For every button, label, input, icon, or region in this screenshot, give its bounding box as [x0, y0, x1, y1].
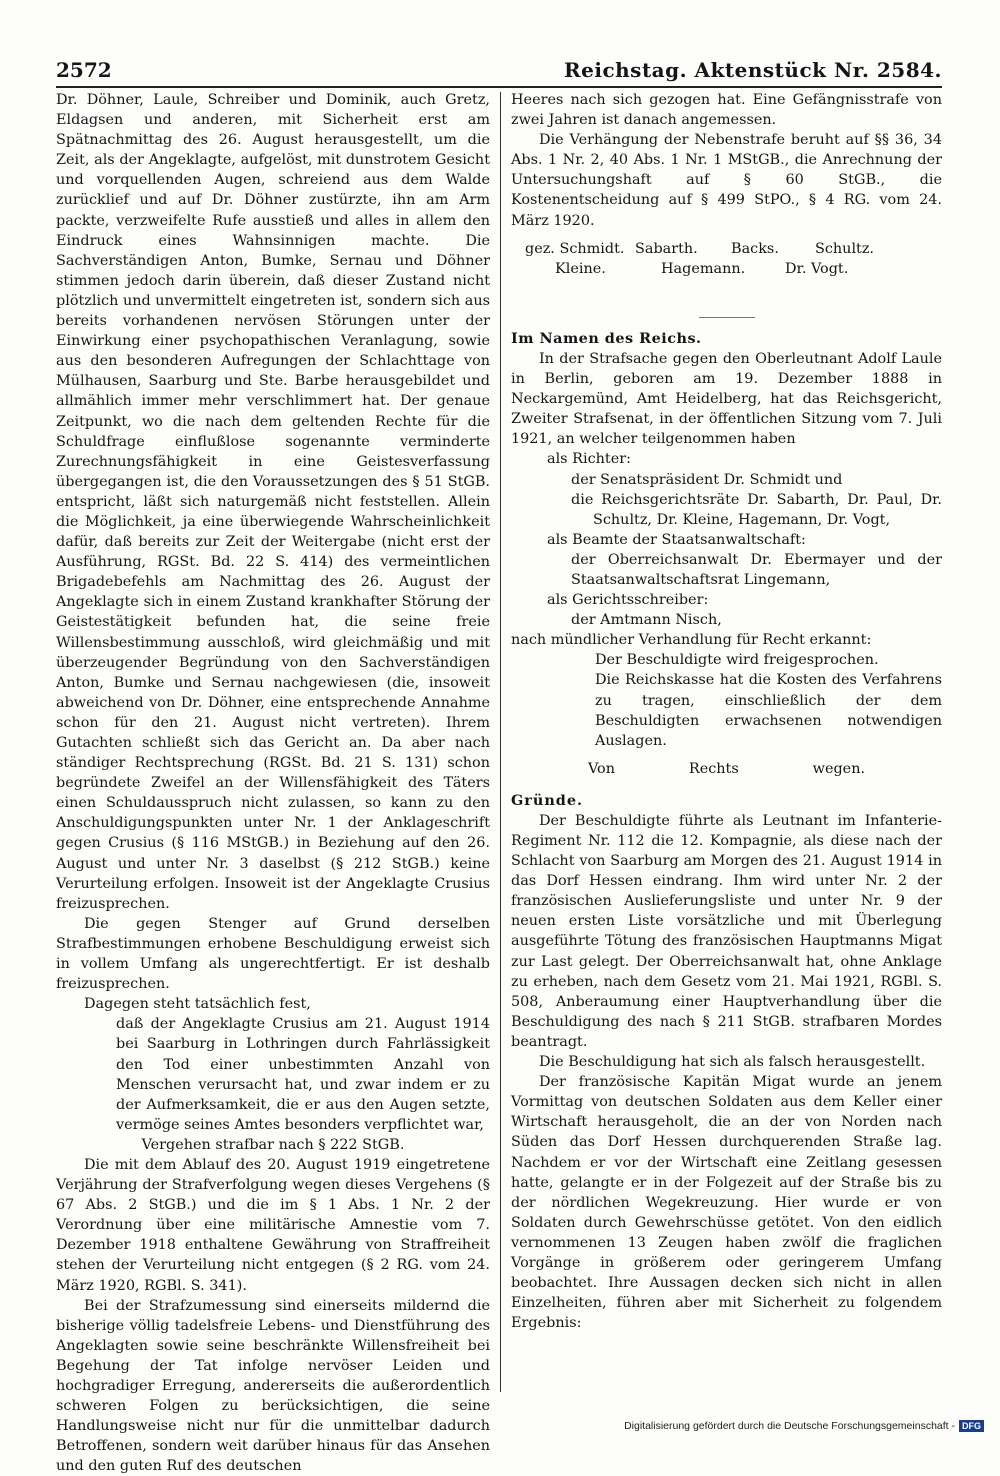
footer-text: Digitalisierung gefördert durch die Deutsche Forschungsgemeinschaft - — [624, 1420, 955, 1432]
reasons-paragraph-2: Die Beschuldigung hat sich als falsch herausgestellt. — [539, 1054, 926, 1071]
reichsgerichtsraete: die Reichsgerichtsräte Dr. Sabarth, Dr. Paul, Dr. Schultz, Dr. Kleine, Hagemann, Dr. Vogt, — [571, 491, 942, 528]
left-column — [56, 90, 490, 1475]
von-rechts-wegen — [511, 761, 942, 777]
rechts-word: Rechts — [688, 760, 739, 777]
signature: Sabarth. — [635, 240, 698, 257]
signature-block — [525, 239, 942, 279]
label-als-beamte: als Beamte der Staatsanwaltschaft: — [547, 531, 806, 548]
reasons-paragraph-1: Der Beschuldigte führte als Leutnant im Infanterie-Regiment Nr. 112 die 12. Kompagnie, als diese nach der Schlacht von Saarburg am Morgen des 21. August 1914 in das Dorf Hessen eindrang. Ihm wird unter Nr. 2 der französischen Auslieferungsliste und unter Nr. 9 der neuen ersten Liste vorsätzliche und mit Überlegung ausgeführte Tötung des französischen Hauptmanns Migat zur Last gelegt. Der Oberreichsanwalt hat, ohne Anklage zu erheben, nach dem Gesetz vom 21. Mai 1921, RGBl. S. 508, Anberaumung einer Hauptverhandlung über die Beschuldigung des nach § 211 StGB. strafbaren Mordes beantragt. — [511, 812, 942, 1050]
right-column — [511, 90, 942, 1375]
paragraph-vergehen: Vergehen strafbar nach § 222 StGB. — [141, 1136, 405, 1153]
paragraph-tatbestand: daß der Angeklagte Crusius am 21. August 1914 bei Saarburg in Lothringen durch Fahrlässigkeit den Tod einer unbestimmten Anzahl von Menschen verursacht hat, und zwar indem er zu der Aufmerksamkeit, die er aus den Augen setzte, vermöge seines Amtes besonders verpflichtet war, — [116, 1016, 490, 1133]
von-word: Von — [587, 760, 615, 777]
paragraph-verjaehrung: Die mit dem Ablauf des 20. August 1919 eingetretene Verjährung der Strafverfolgung wegen dieses Vergehens (§ 67 Abs. 2 StGB.) und die im § 1 Abs. 1 Nr. 2 der Verordnung über eine militärische Amnestie vom 7. Dezember 1918 enthaltene Gewährung von Straffreiheit stehen der Verurteilung nicht entgegen (§ 2 RG. vom 24. März 1920, RGBl. S. 341). — [56, 1156, 490, 1294]
signatures-row-2 — [525, 259, 942, 279]
reasons-heading: Gründe. — [511, 791, 584, 809]
amtmann: der Amtmann Nisch, — [571, 612, 722, 629]
paragraph-strafzumessung: Bei der Strafzumessung sind einerseits mildernd die bisherige völlig tadelsfreie Lebens- und Dienstführung des Angeklagten sowie seine beschränkte Willensfreiheit bei Begehung der Tat infolge nervöser Leiden und hochgradiger Erregung, andererseits die außerordentlich schweren Folgen zu berücksichtigen, die seine Handlungsweise nicht nur für die unmittelbar dadurch Betroffenen, sondern weit darüber hinaus für das Ansehen und den guten Ruf des deutschen — [56, 1297, 490, 1475]
verdict-kosten: Die Reichskasse hat die Kosten des Verfahrens zu tragen, einschließlich der dem Beschuldigten erwachsenen notwendigen Auslagen. — [595, 672, 942, 749]
running-title: Reichstag. Aktenstück Nr. 2584. — [564, 58, 942, 82]
signatures-row-1 — [525, 239, 942, 259]
verdict-intro: In der Strafsache gegen den Oberleutnant Adolf Laule in Berlin, geboren am 19. Dezember 1888 in Neckargemünd, Amt Heidelberg, hat das Reichsgericht, Zweiter Strafsenat, in der öffentlichen Sitzung vom 7. Juli 1921, an welcher teilgenommen haben — [511, 350, 942, 448]
senatspraesident: der Senatspräsident Dr. Schmidt und — [571, 471, 843, 488]
verdict-freigesprochen: Der Beschuldigte wird freigesprochen. — [595, 652, 879, 669]
page-number: 2572 — [56, 58, 112, 82]
signature: Schultz. — [815, 240, 874, 257]
paragraph-stenger: Die gegen Stenger auf Grund derselben Strafbestimmungen erhobene Beschuldigung erweist sich in vollem Umfang als ungerechtfertigt. Er ist deshalb freizusprechen. — [56, 915, 490, 993]
signature: gez. Schmidt. — [525, 240, 625, 257]
dfg-logo: DFG — [959, 1420, 984, 1432]
section-separator — [511, 303, 942, 309]
column-divider — [500, 92, 501, 1392]
page-header — [56, 58, 942, 84]
signature: Hagemann. — [661, 260, 746, 277]
paragraph-nebenstrafe: Die Verhängung der Nebenstrafe beruht auf §§ 36, 34 Abs. 1 Nr. 2, 40 Abs. 1 Nr. 1 MStGB., die Anrechnung der Untersuchungshaft auf § 60 StGB., die Kostenentscheidung auf § 499 StPO., § 4 RG. vom 24. März 1920. — [511, 132, 942, 229]
signature: Backs. — [731, 240, 779, 257]
verdict-heading: Im Namen des Reichs. — [511, 329, 702, 347]
signature: Kleine. — [555, 260, 606, 277]
paragraph-dagegen: Dagegen steht tatsächlich fest, — [84, 996, 311, 1013]
paragraph-continuation: Heeres nach sich gezogen hat. Eine Gefängnisstrafe von zwei Jahren ist danach angemessen. — [511, 92, 942, 129]
label-als-richter: als Richter: — [547, 451, 631, 468]
paragraph-sachverstaendige: Dr. Döhner, Laule, Schreiber und Dominik, auch Gretz, Eldagsen und anderen, mit Sicherheit erst am Spätnachmittag des 26. August herausgestellt, um die Zeit, als der Angeklagte, aufgelöst, mit dunstrotem Gesicht und vorquellenden Augen, schreiend aus dem Walde zurücklief und auf Dr. Döhner zustürzte, ihn am Arm packte, verzweifelte Rufe ausstieß und alles in allem den Eindruck eines Wahnsinnigen machte. Die Sachverständigen Anton, Bumke, Sernau und Döhner stimmen jedoch darin überein, daß dieser Zustand nicht plötzlich und unvermittelt eingetreten ist, sondern sich aus bereits vorhandenen nervösen Störungen unter der Einwirkung einer psychopathischen Veranlagung, sowie aus den besonderen Aufregungen der Schlachttage von Mülhausen, Saarburg und Ste. Barbe herausgebildet und allmählich immer mehr verschlimmert hat. Der genaue Zeitpunkt, wo die nach dem geltenden Rechte für die Schuldfrage einflußlose sogenannte verminderte Zurechnungsfähigkeit in eine Geistesverfassung übergegangen ist, die den Voraussetzungen des § 51 StGB. entspricht, läßt sich naturgemäß nicht feststellen. Allein die Möglichkeit, ja eine überwiegende Wahrscheinlichkeit dafür, daß bereits zur Zeit der Weitergabe (nicht erst der Ausführung, RGSt. Bd. 22 S. 414) des vermeintlichen Brigadebefehls am Nachmittag des 26. August der Angeklagte sich in einem Zustand krankhafter Störung der Geistestätigkeit befunden hat, die seine freie Willensbestimmung ausschloß, wird gleichmäßig und mit überzeugender Begründung von den Sachverständigen Anton, Bumke und Sernau nachgewiesen (die, insoweit abweichend von Dr. Döhner, eine entsprechende Annahme schon für den 21. August nicht vertreten). Ihrem Gutachten schließt sich das Gericht an. Da aber nach ständiger Rechtsprechung (RGSt. Bd. 21 S. 131) schon begründete Zweifel an der Willensfähigkeit des Täters einen Schuldausspruch nicht zulassen, so kann zu den Anschuldigungspunkten unter Nr. 1 der Anklageschrift gegen Crusius (§ 116 MStGB.) in Beziehung auf den 26. August und unter Nr. 3 daselbst (§ 212 StGB.) keine Verurteilung erfolgen. Insoweit ist der Angeklagte Crusius freizusprechen. — [56, 92, 490, 912]
wegen-word: wegen. — [812, 760, 866, 777]
nach-verhandlung: nach mündlicher Verhandlung für Recht erkannt: — [511, 632, 872, 649]
oberreichsanwalt: der Oberreichsanwalt Dr. Ebermayer und der Staatsanwaltschaftsrat Lingemann, — [571, 551, 942, 588]
reasons-paragraph-3: Der französische Kapitän Migat wurde an jenem Vormittag von deutschen Soldaten aus dem Keller einer Wirtschaft herausgeholt, die an der von Norden nach Süden das Dorf Hessen durchquerenden Straße lag. Nachdem er vor der Wirtschaft eine Zeitlang gesessen hatte, gelangte er in der Folgezeit auf der Straße bis zu der nördlichen Wegekreuzung. Hier wurde er von Soldaten durch Gewehrschüsse getötet. Von den eidlich vernommenen 13 Zeugen haben zwölf die fraglichen Vorgänge in größerem oder geringerem Umfang beobachtet. Ihre Aussagen decken sich nicht in allen Einzelheiten, führen aber mit Sicherheit zu folgendem Ergebnis: — [511, 1074, 942, 1332]
signature: Dr. Vogt. — [785, 260, 849, 277]
label-als-gerichtsschreiber: als Gerichtsschreiber: — [547, 592, 709, 609]
digitization-footer — [624, 1420, 984, 1432]
header-rule — [56, 86, 942, 88]
